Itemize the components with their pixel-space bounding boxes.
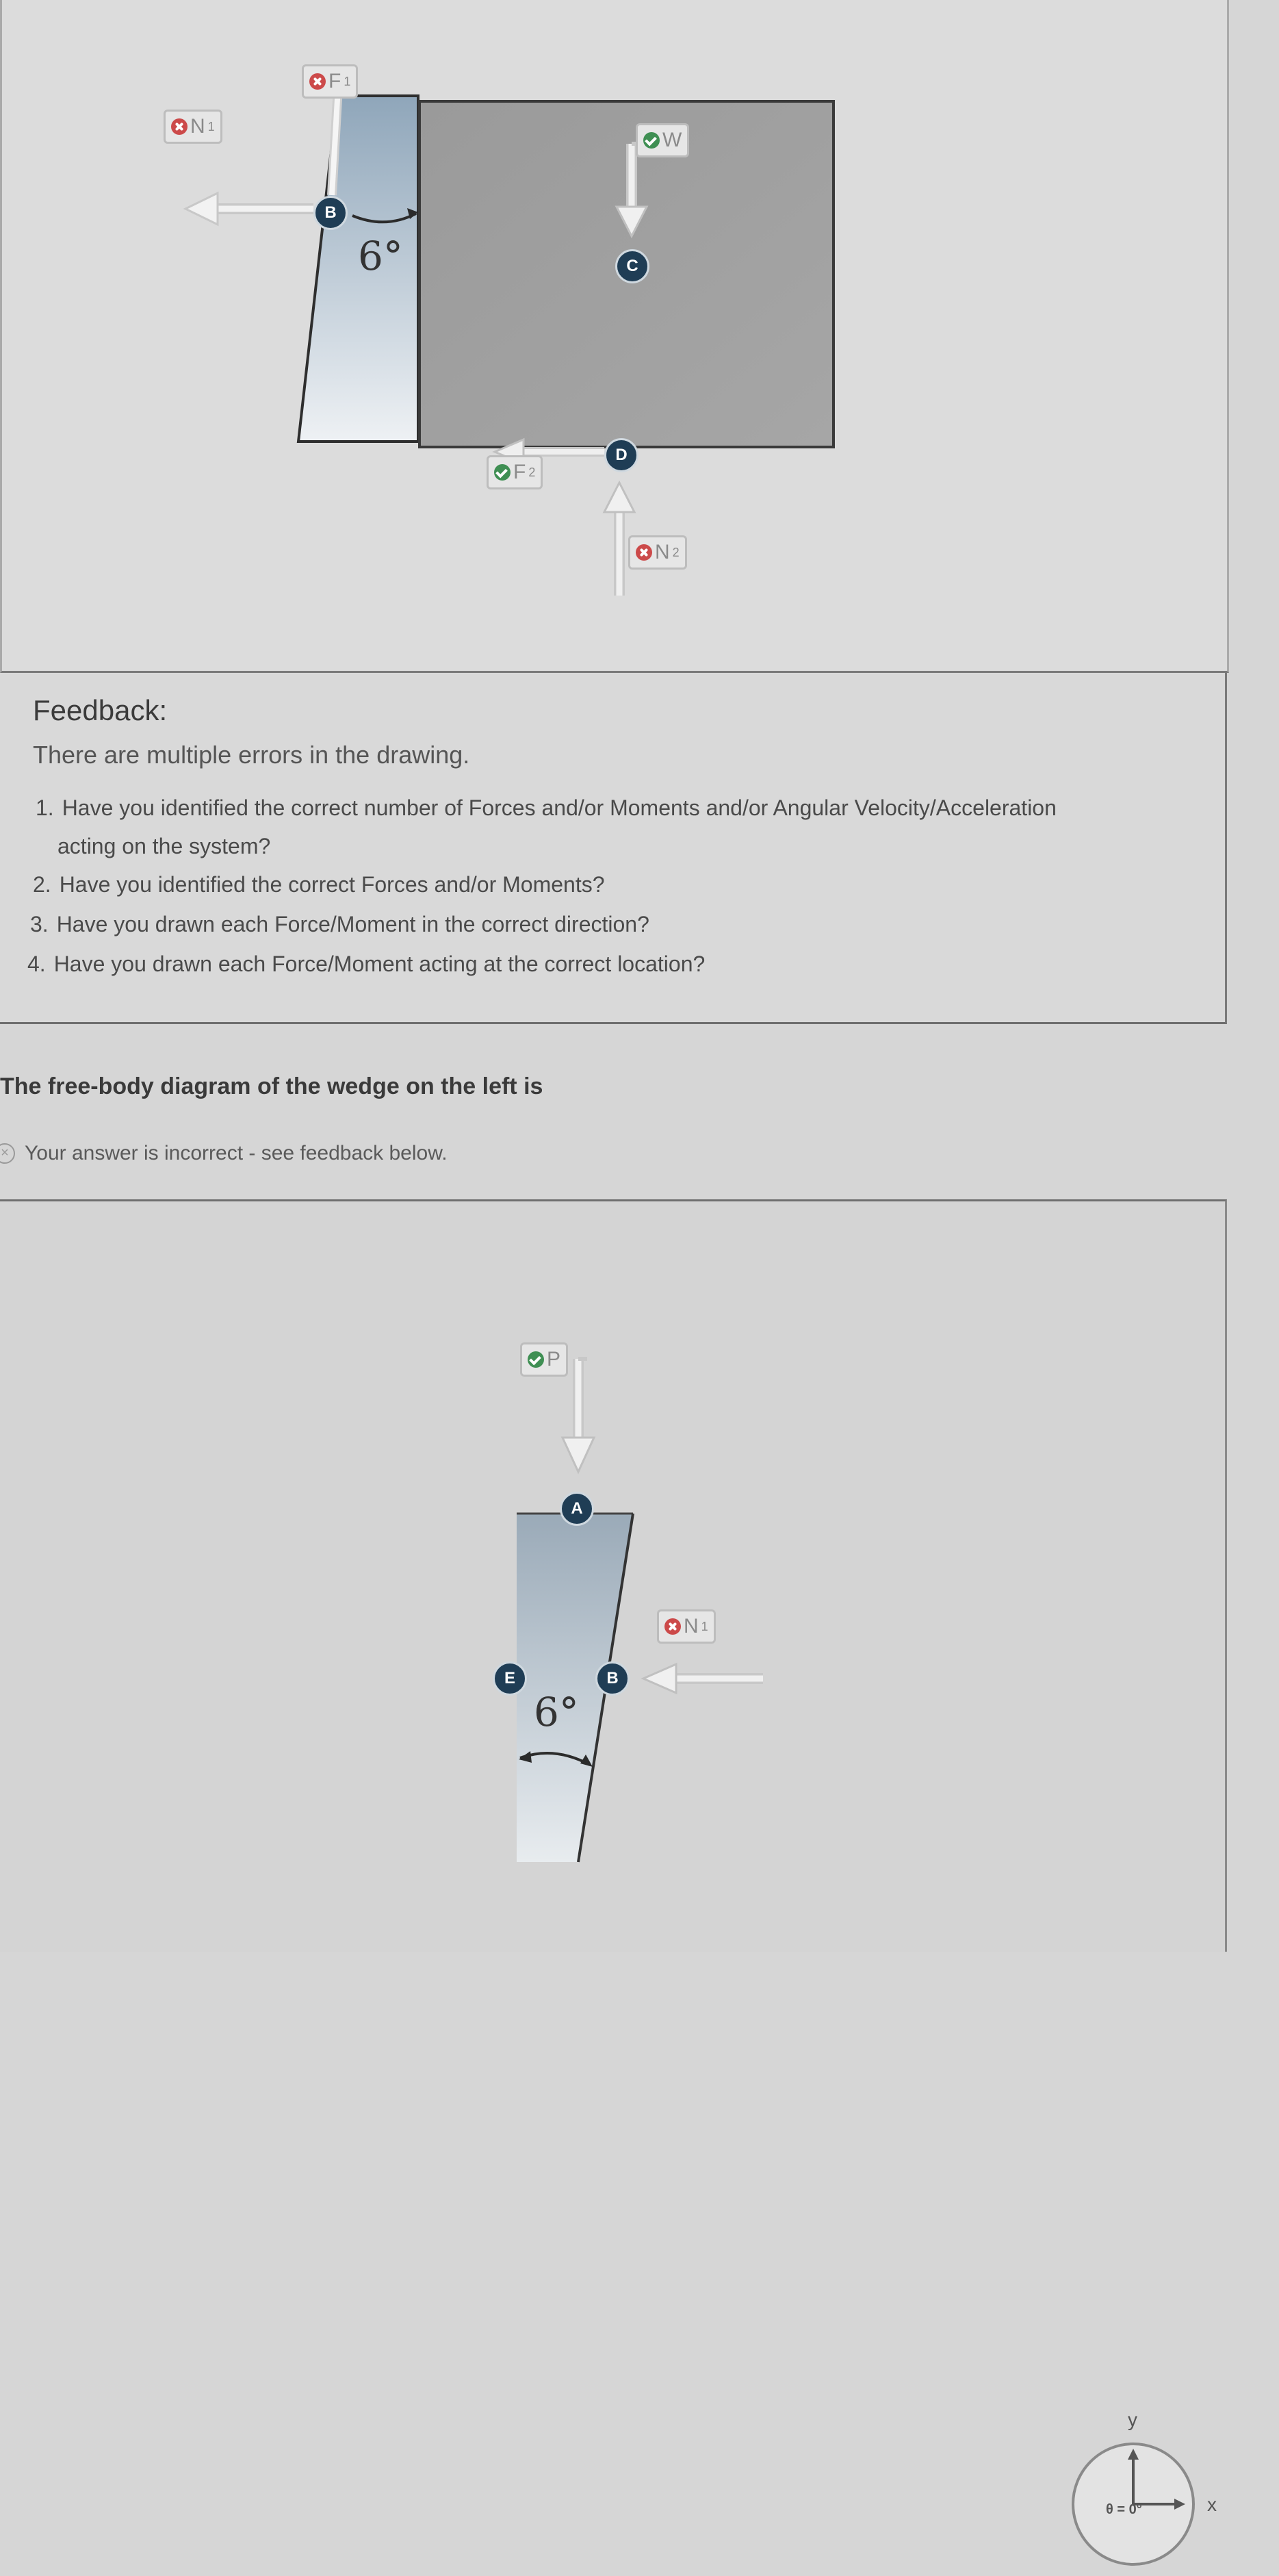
feedback-item-3 [30,912,649,937]
feedback-item-number: 4. [27,952,46,976]
incorrect-x-icon: × [0,1143,15,1164]
chip-sub: 1 [207,119,215,133]
chip-text: F [328,70,341,92]
feedback-item-text: Have you identified the correct Forces and/or Moments? [59,872,605,897]
force-n1-arrow-bottom[interactable] [643,1664,763,1693]
feedback-item-1 [36,795,1057,821]
feedback-item-4 [27,952,705,977]
chip-text: W [662,129,682,151]
top-angle-label: 6° [358,233,403,279]
answer-status-text: Your answer is incorrect - see feedback below. [25,1142,448,1164]
incorrect-icon [664,1618,681,1635]
feedback-item-text: Have you identified the correct number of Forces and/or Moments and/or Angular Velocity/Acceleration [62,795,1057,820]
correct-icon [528,1351,544,1368]
chip-sub: 1 [701,1619,708,1633]
answer-status [0,1142,448,1165]
correct-icon [643,132,660,149]
chip-sub: 2 [672,545,680,559]
label-w-correct[interactable] [636,123,689,157]
bottom-diagram-panel [0,1199,1227,2517]
force-p-arrow[interactable] [563,1359,594,1472]
chip-text: N [684,1615,699,1637]
axis-theta-label[interactable]: θ = 0° [1106,2502,1142,2517]
label-f2-correct[interactable] [487,455,543,489]
incorrect-icon [171,118,188,135]
feedback-item-1-continued: acting on the system? [57,834,271,858]
coordinate-axis-widget[interactable] [1072,2409,1217,2562]
label-p-correct[interactable] [520,1342,568,1377]
point-a[interactable]: A [560,1492,594,1526]
point-c[interactable]: C [615,249,649,283]
label-n1-incorrect-bottom[interactable] [657,1609,716,1644]
correct-icon [494,464,511,481]
incorrect-icon [309,73,326,90]
feedback-item-number: 1. [36,795,54,820]
feedback-item-text: Have you drawn each Force/Moment in the correct direction? [56,912,649,936]
point-d[interactable]: D [604,438,638,472]
label-n1-incorrect[interactable] [164,110,222,144]
chip-text: F [513,461,526,483]
axis-x-label: x [1207,2494,1217,2515]
bottom-diagram-canvas [0,1201,1225,1952]
label-f1-incorrect[interactable] [302,64,358,99]
feedback-title: Feedback: [33,694,168,726]
feedback-item-2 [33,872,605,897]
chip-text: N [655,541,670,563]
chip-sub: 1 [344,74,351,88]
question-prompt: The free-body diagram of the wedge on the left is [0,1073,543,1099]
chip-sub: 2 [528,465,536,479]
chip-text: P [547,1348,561,1370]
feedback-item-number: 3. [30,912,49,936]
point-e[interactable]: E [493,1661,527,1696]
point-b-bottom[interactable]: B [595,1661,630,1696]
bottom-angle-label: 6° [534,1689,579,1735]
feedback-item-number: 2. [33,872,51,897]
force-n1-arrow[interactable] [185,193,313,225]
top-diagram-canvas [2,0,1227,671]
point-b[interactable]: B [313,196,348,230]
chip-text: N [190,115,205,138]
feedback-item-text: Have you drawn each Force/Moment acting at the correct location? [53,952,706,976]
incorrect-icon [636,544,652,561]
top-diagram-panel [0,0,1229,673]
axis-y-label: y [1128,2409,1137,2430]
feedback-intro: There are multiple errors in the drawing. [33,741,470,769]
label-n2-incorrect[interactable] [628,535,687,570]
